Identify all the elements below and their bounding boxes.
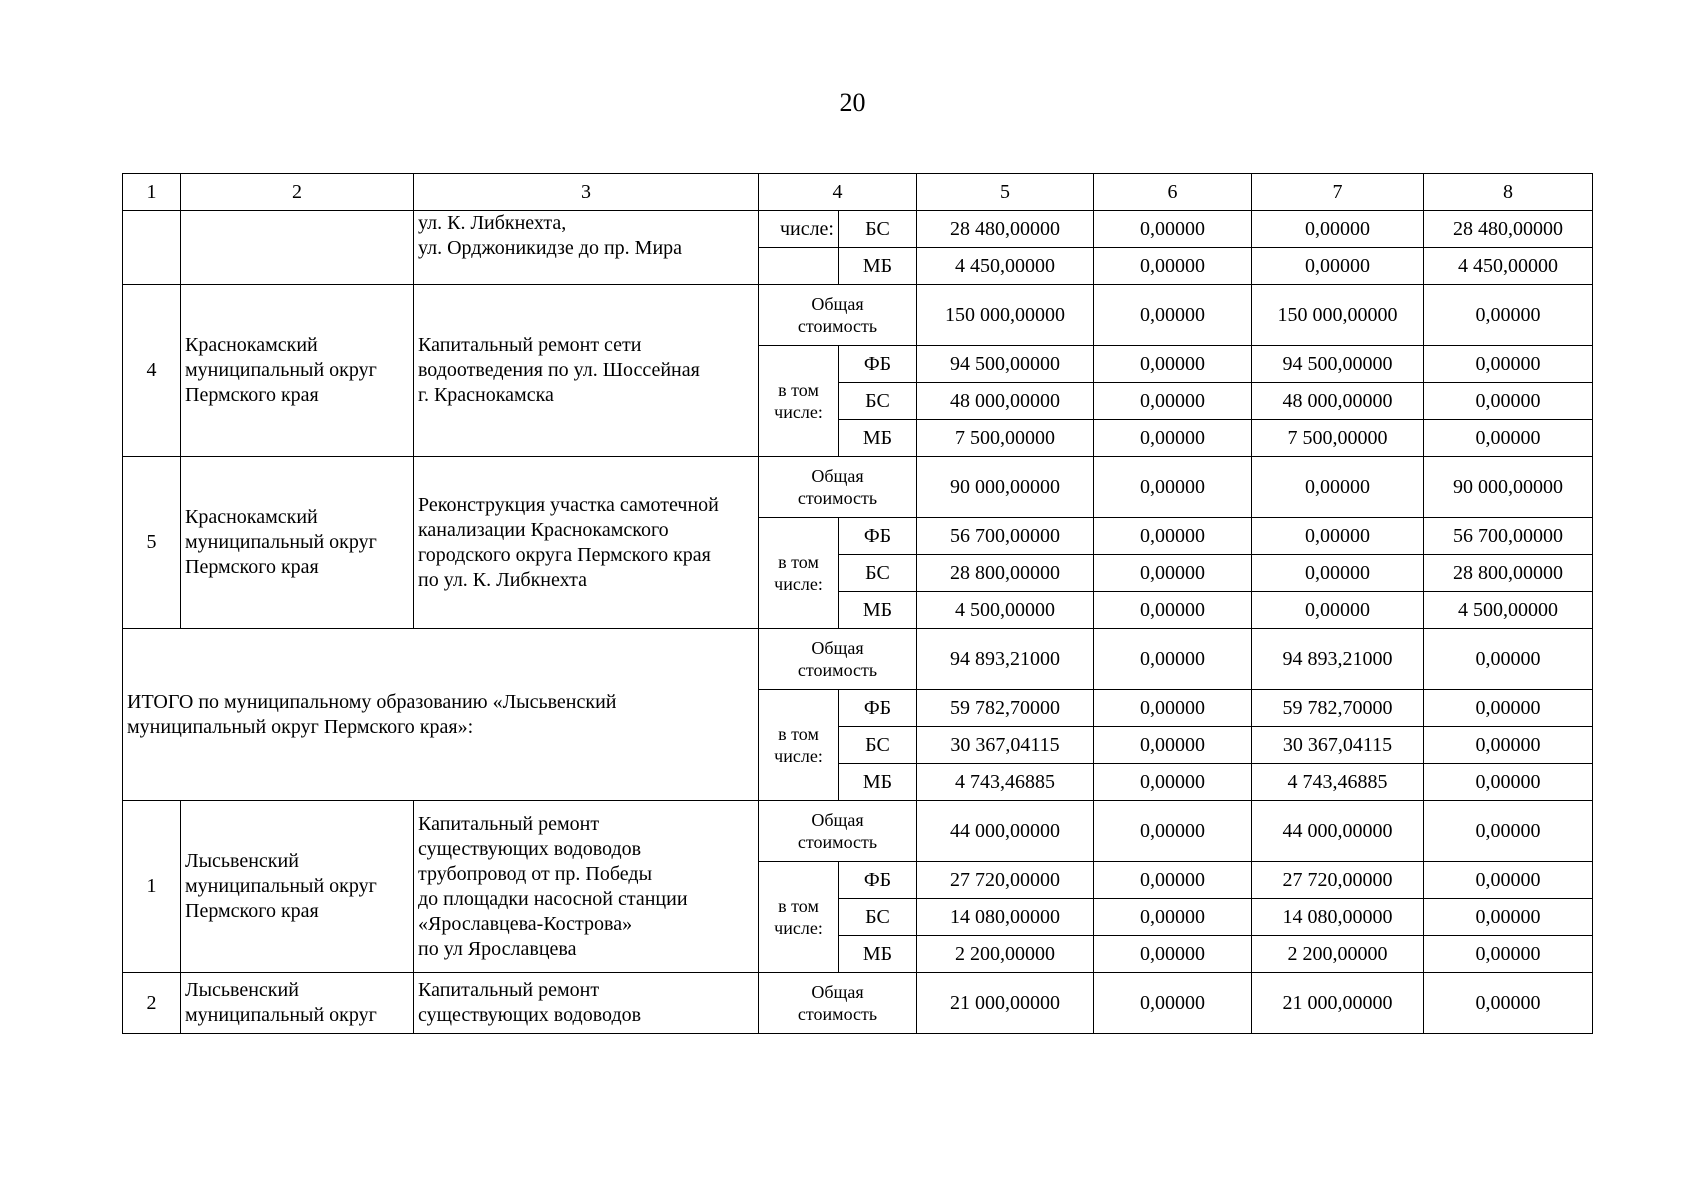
source-group-label: в том числе:: [759, 690, 839, 801]
source-group-label: в том числе:: [759, 862, 839, 973]
source-label-mb: МБ: [839, 764, 917, 801]
municipality-cell: [181, 211, 414, 285]
object-cell: Капитальный ремонт существующих водоводов: [414, 973, 759, 1034]
value-cell: 0,00000: [1094, 383, 1252, 420]
source-label-fb: ФБ: [839, 346, 917, 383]
source-label-fb: ФБ: [839, 862, 917, 899]
source-label-bs: БС: [839, 383, 917, 420]
subtotal-row: [123, 629, 1593, 690]
value-cell: 0,00000: [1094, 764, 1252, 801]
table-row: [123, 801, 1593, 862]
financing-table: [122, 173, 1593, 1034]
value-cell: 0,00000: [1094, 211, 1252, 248]
value-cell: 0,00000: [1094, 518, 1252, 555]
source-label-bs: БС: [839, 555, 917, 592]
value-cell: 0,00000: [1094, 899, 1252, 936]
municipality-cell: Краснокамский муниципальный округ Пермского края: [181, 457, 414, 629]
value-cell: 0,00000: [1424, 764, 1593, 801]
value-cell: 14 080,00000: [1252, 899, 1424, 936]
municipality-cell: Краснокамский муниципальный округ Пермского края: [181, 285, 414, 457]
header-cell: 4: [759, 174, 917, 211]
value-cell: 0,00000: [1424, 383, 1593, 420]
value-cell: 7 500,00000: [1252, 420, 1424, 457]
value-cell: 94 893,21000: [1252, 629, 1424, 690]
value-cell: 4 450,00000: [917, 248, 1094, 285]
value-cell: 14 080,00000: [917, 899, 1094, 936]
municipality-cell: Лысьвенский муниципальный округ: [181, 973, 414, 1034]
value-cell: 0,00000: [1252, 592, 1424, 629]
total-cost-label: Общая стоимость: [759, 801, 917, 862]
value-cell: 28 480,00000: [917, 211, 1094, 248]
value-cell: 48 000,00000: [917, 383, 1094, 420]
value-cell: 90 000,00000: [917, 457, 1094, 518]
source-label-mb: МБ: [839, 248, 917, 285]
value-cell: 0,00000: [1424, 936, 1593, 973]
value-cell: 44 000,00000: [1252, 801, 1424, 862]
header-cell: 6: [1094, 174, 1252, 211]
value-cell: 0,00000: [1094, 801, 1252, 862]
source-label-mb: МБ: [839, 420, 917, 457]
value-cell: 0,00000: [1252, 211, 1424, 248]
value-cell: 56 700,00000: [917, 518, 1094, 555]
row-number-cell: 2: [123, 973, 181, 1034]
row-number-cell: 4: [123, 285, 181, 457]
value-cell: 0,00000: [1424, 420, 1593, 457]
total-cost-label: Общая стоимость: [759, 973, 917, 1034]
value-cell: 0,00000: [1424, 346, 1593, 383]
value-cell: 28 480,00000: [1424, 211, 1593, 248]
source-label-mb: МБ: [839, 592, 917, 629]
value-cell: 0,00000: [1424, 801, 1593, 862]
value-cell: 0,00000: [1424, 899, 1593, 936]
value-cell: 59 782,70000: [917, 690, 1094, 727]
value-cell: 0,00000: [1094, 248, 1252, 285]
value-cell: 0,00000: [1094, 973, 1252, 1034]
total-cost-label: Общая стоимость: [759, 629, 917, 690]
source-group-blank: [759, 248, 839, 285]
subtotal-label: ИТОГО по муниципальному образованию «Лысьвенский муниципальный округ Пермского края»:: [123, 629, 759, 801]
header-row: [123, 174, 1593, 211]
value-cell: 0,00000: [1424, 629, 1593, 690]
value-cell: 0,00000: [1094, 862, 1252, 899]
value-cell: 0,00000: [1252, 248, 1424, 285]
header-cell: 2: [181, 174, 414, 211]
value-cell: 150 000,00000: [1252, 285, 1424, 346]
value-cell: 0,00000: [1094, 420, 1252, 457]
source-label-fb: ФБ: [839, 690, 917, 727]
value-cell: 27 720,00000: [917, 862, 1094, 899]
value-cell: 94 500,00000: [1252, 346, 1424, 383]
value-cell: 0,00000: [1252, 555, 1424, 592]
value-cell: 2 200,00000: [1252, 936, 1424, 973]
table-row: [123, 285, 1593, 346]
value-cell: 0,00000: [1424, 727, 1593, 764]
value-cell: 4 743,46885: [1252, 764, 1424, 801]
header-cell: 1: [123, 174, 181, 211]
value-cell: 0,00000: [1094, 592, 1252, 629]
table-row: [123, 973, 1593, 1034]
object-cell: Реконструкция участка самотечной канализации Краснокамского городского округа Пермского края по ул. К. Либкнехта: [414, 457, 759, 629]
value-cell: 0,00000: [1094, 629, 1252, 690]
value-cell: 7 500,00000: [917, 420, 1094, 457]
source-label-bs: БС: [839, 899, 917, 936]
row-number-cell: [123, 211, 181, 285]
page-number: 20: [839, 88, 866, 117]
value-cell: 2 200,00000: [917, 936, 1094, 973]
total-cost-label: Общая стоимость: [759, 457, 917, 518]
header-cell: 8: [1424, 174, 1593, 211]
value-cell: 44 000,00000: [917, 801, 1094, 862]
object-cell: Капитальный ремонт существующих водоводов трубопровод от пр. Победы до площадки насосной станции «Ярославцева-Кострова» по ул Ярославцева: [414, 801, 759, 973]
header-cell: 7: [1252, 174, 1424, 211]
value-cell: 0,00000: [1094, 936, 1252, 973]
value-cell: 28 800,00000: [1424, 555, 1593, 592]
source-label-fb: ФБ: [839, 518, 917, 555]
value-cell: 0,00000: [1094, 555, 1252, 592]
value-cell: 0,00000: [1094, 346, 1252, 383]
value-cell: 21 000,00000: [917, 973, 1094, 1034]
value-cell: 150 000,00000: [917, 285, 1094, 346]
header-cell: 5: [917, 174, 1094, 211]
value-cell: 4 450,00000: [1424, 248, 1593, 285]
value-cell: 0,00000: [1252, 457, 1424, 518]
object-cell: ул. К. Либкнехта, ул. Орджоникидзе до пр. Мира: [414, 211, 759, 285]
value-cell: 56 700,00000: [1424, 518, 1593, 555]
value-cell: 30 367,04115: [1252, 727, 1424, 764]
value-cell: 48 000,00000: [1252, 383, 1424, 420]
value-cell: 0,00000: [1094, 457, 1252, 518]
value-cell: 0,00000: [1424, 690, 1593, 727]
value-cell: 0,00000: [1424, 973, 1593, 1034]
value-cell: 0,00000: [1094, 690, 1252, 727]
value-cell: 21 000,00000: [1252, 973, 1424, 1034]
value-cell: 94 893,21000: [917, 629, 1094, 690]
value-cell: 28 800,00000: [917, 555, 1094, 592]
source-group-label: в том числе:: [759, 346, 839, 457]
total-cost-label: Общая стоимость: [759, 285, 917, 346]
value-cell: 0,00000: [1424, 862, 1593, 899]
value-cell: 30 367,04115: [917, 727, 1094, 764]
value-cell: 0,00000: [1252, 518, 1424, 555]
source-group-label: числе:: [759, 211, 839, 248]
object-cell: Капитальный ремонт сети водоотведения по ул. Шоссейная г. Краснокамска: [414, 285, 759, 457]
source-label-bs: БС: [839, 211, 917, 248]
value-cell: 0,00000: [1094, 285, 1252, 346]
value-cell: 0,00000: [1424, 285, 1593, 346]
source-label-mb: МБ: [839, 936, 917, 973]
table-row: [123, 457, 1593, 518]
value-cell: 4 500,00000: [917, 592, 1094, 629]
value-cell: 90 000,00000: [1424, 457, 1593, 518]
value-cell: 0,00000: [1094, 727, 1252, 764]
row-number-cell: 1: [123, 801, 181, 973]
value-cell: 59 782,70000: [1252, 690, 1424, 727]
source-label-bs: БС: [839, 727, 917, 764]
value-cell: 27 720,00000: [1252, 862, 1424, 899]
value-cell: 4 743,46885: [917, 764, 1094, 801]
table-row: [123, 211, 1593, 248]
value-cell: 94 500,00000: [917, 346, 1094, 383]
source-group-label: в том числе:: [759, 518, 839, 629]
header-cell: 3: [414, 174, 759, 211]
value-cell: 4 500,00000: [1424, 592, 1593, 629]
row-number-cell: 5: [123, 457, 181, 629]
municipality-cell: Лысьвенский муниципальный округ Пермского края: [181, 801, 414, 973]
